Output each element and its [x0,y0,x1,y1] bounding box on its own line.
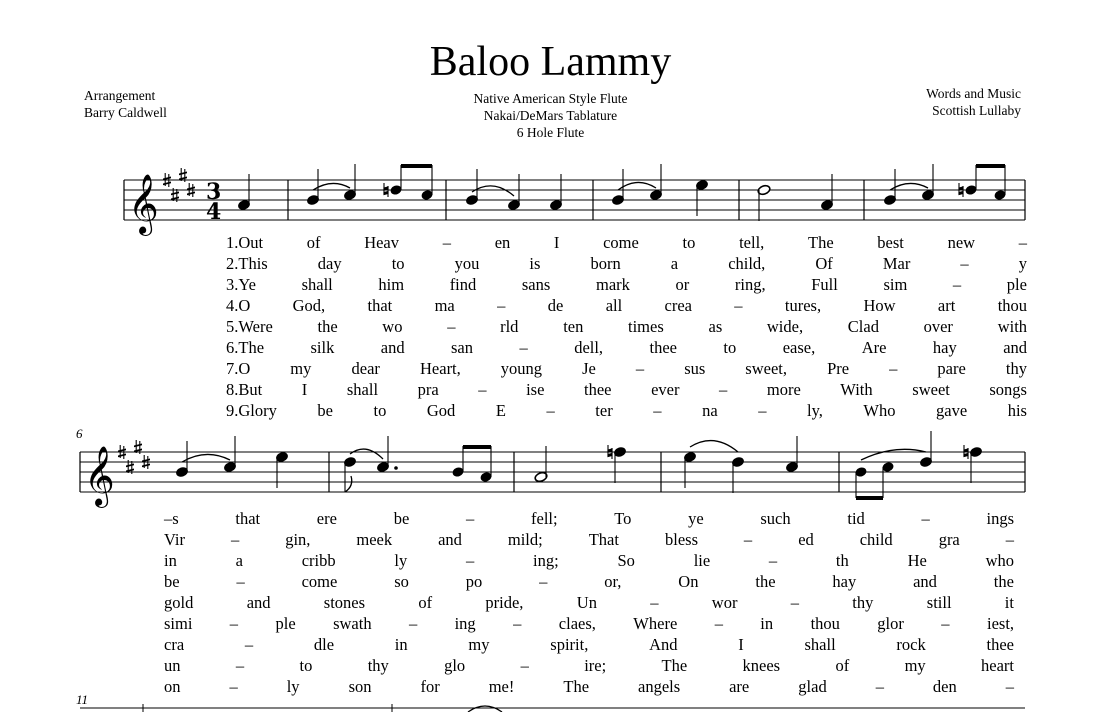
lyric-syllable: thy [1005,359,1027,378]
lyric-syllable: 3.Ye [226,275,256,294]
lyric-syllable: simi [164,614,193,633]
lyric-syllable: de [547,296,564,315]
lyric-syllable: wor [711,593,738,612]
lyric-syllable: Clad [847,317,879,336]
lyric-syllable: God, [292,296,326,315]
staff-system-1 [124,164,1025,236]
lyric-syllable: gave [936,401,968,420]
lyric-syllable: Mar [882,254,911,273]
lyric-syllable: Heav [364,233,400,252]
lyric-syllable: How [863,296,896,315]
lyric-syllable: art [937,296,956,315]
lyric-syllable: ings [986,509,1015,528]
svg-text:4: 4 [206,199,222,225]
lyric-syllable: glor [877,614,904,633]
lyric-syllable: – [520,656,529,675]
lyric-syllable: – [497,296,506,315]
lyric-syllable: dell, [574,338,604,357]
lyric-syllable: Who [863,401,896,420]
lyrics-system-1 [226,233,1028,420]
lyric-syllable: – [466,551,475,570]
credits-label: Words and Music [926,86,1021,101]
instrument-line-1: Native American Style Flute [473,91,628,106]
lyric-syllable: swath [333,614,372,633]
lyric-syllable: – [236,572,245,591]
lyric-syllable: you [454,254,480,273]
lyric-syllable: and [380,338,405,357]
lyric-syllable: his [1007,401,1027,420]
lyric-syllable: come [301,572,338,591]
lyric-syllable: rock [896,635,926,654]
lyric-syllable: rld [500,317,519,336]
lyric-syllable: With [840,380,873,399]
lyric-syllable: – [229,677,238,696]
lyric-syllable: thou [997,296,1028,315]
lyric-syllable: are [729,677,750,696]
lyric-syllable: – [889,359,898,378]
staff-system-3-partial [80,704,1025,712]
lyric-syllable: – [734,296,743,315]
lyric-syllable: all [605,296,623,315]
lyric-syllable: that [367,296,393,315]
lyric-syllable: – [231,530,240,549]
measure-number-6: 6 [76,426,83,441]
lyric-syllable: bless [665,530,698,549]
lyric-syllable: – [952,275,962,294]
arrangement-label: Arrangement [84,88,156,103]
lyric-syllable: in [164,551,177,570]
lyric-syllable: who [985,551,1015,570]
lyric-syllable: th [835,551,849,570]
lyric-syllable: – [244,635,254,654]
lyric-syllable: for [420,677,440,696]
lyric-syllable: thy [367,656,389,675]
lyric-syllable: be [164,572,180,591]
lyric-syllable: silk [310,338,335,357]
instrument-line-2: Nakai/DeMars Tablature [483,108,618,123]
lyric-syllable: ly, [807,401,823,420]
lyric-syllable: born [590,254,621,273]
lyric-syllable: glo [444,656,466,675]
lyric-syllable: dear [351,359,380,378]
lyric-syllable: ise [526,380,545,399]
lyric-syllable: – [719,380,728,399]
lyric-syllable: ever [651,380,680,399]
lyric-syllable: – [513,614,522,633]
lyric-syllable: sweet, [745,359,788,378]
lyric-syllable: y [1018,254,1027,273]
lyric-syllable: lie [693,551,711,570]
lyric-syllable: of [306,233,321,252]
lyric-syllable: dle [313,635,335,654]
lyric-syllable: That [588,530,619,549]
lyric-syllable: such [760,509,791,528]
lyric-syllable: den [932,677,957,696]
lyric-syllable: a [235,551,243,570]
lyric-syllable: – [229,614,239,633]
lyric-syllable: I [553,233,560,252]
lyric-syllable: or [675,275,690,294]
lyric-syllable: So [617,551,635,570]
lyric-syllable: to [299,656,313,675]
lyric-syllable: Pre [827,359,850,378]
lyric-syllable: The [661,656,688,675]
lyric-syllable: iest, [987,614,1015,633]
lyric-syllable: – [442,233,452,252]
measure-number-11: 11 [76,692,89,707]
lyric-syllable: Are [861,338,887,357]
lyric-syllable: of [835,656,850,675]
lyric-syllable: shall [301,275,333,294]
lyric-syllable: claes, [558,614,596,633]
lyric-syllable: On [678,572,699,591]
lyric-syllable: son [348,677,372,696]
lyric-syllable: – [519,338,528,357]
lyric-syllable: ly [286,677,300,696]
lyric-syllable: songs [989,380,1027,399]
lyric-syllable: meek [356,530,393,549]
lyric-syllable: – [409,614,418,633]
lyric-syllable: ye [688,509,704,528]
lyric-syllable: The [808,233,834,252]
key-signature-sharps [118,440,150,474]
lyric-syllable: shall [346,380,379,399]
lyric-syllable: him [378,275,405,294]
lyric-syllable: ease, [782,338,816,357]
lyric-syllable: my [468,635,490,654]
lyric-syllable: E [495,401,506,420]
lyric-syllable: en [494,233,511,252]
lyric-syllable: Full [811,275,838,294]
lyric-syllable: 7.O [226,359,251,378]
lyric-syllable: be [317,401,333,420]
lyric-syllable: cra [164,635,185,654]
lyric-syllable: thy [852,593,874,612]
lyric-syllable: young [500,359,543,378]
lyric-syllable: over [923,317,953,336]
lyric-syllable: so [394,572,409,591]
lyric-syllable: ring, [734,275,766,294]
lyric-syllable: 9.Glory [226,401,277,420]
lyric-syllable: Where [633,614,678,633]
lyric-syllable: Vir [164,530,186,549]
lyric-syllable: tid [847,509,865,528]
lyric-syllable: best [877,233,904,252]
lyric-syllable: – [758,401,767,420]
lyric-syllable: I [738,635,744,654]
lyric-syllable: be [393,509,410,528]
lyric-syllable: come [603,233,639,252]
lyric-syllable: – [635,359,645,378]
lyric-syllable: – [466,509,475,528]
lyric-syllable: – [653,401,662,420]
lyric-syllable: tures, [784,296,822,315]
lyric-syllable: on [164,677,181,696]
notes-system-2 [175,431,982,500]
lyric-syllable: gra [938,530,960,549]
time-signature [206,179,221,225]
instrument-line-3: 6 Hole Flute [516,125,585,140]
lyric-syllable: gold [164,593,194,612]
lyric-syllable: pare [937,359,966,378]
lyric-syllable: day [317,254,342,273]
lyric-syllable: ire; [584,656,607,675]
lyric-syllable: the [755,572,776,591]
lyric-syllable: more [766,380,801,399]
lyric-syllable: – [235,656,245,675]
lyric-syllable: and [913,572,937,591]
lyric-syllable: mild; [507,530,543,549]
lyric-syllable: it [1004,593,1014,612]
lyric-syllable: ing; [533,551,559,570]
lyric-syllable: – [768,551,778,570]
lyric-syllable: He [907,551,927,570]
lyric-syllable: the [993,572,1014,591]
lyric-syllable: to [723,338,737,357]
lyric-syllable: of [418,593,433,612]
lyric-syllable: in [760,614,774,633]
lyric-syllable: To [614,509,632,528]
lyric-syllable: and [246,593,271,612]
lyric-syllable: glad [798,677,827,696]
lyric-syllable: hay [832,572,857,591]
lyric-syllable: sweet [912,380,950,399]
lyric-syllable: times [628,317,664,336]
lyric-syllable: the [317,317,338,336]
lyric-syllable: ed [798,530,814,549]
lyric-syllable: my [904,656,926,675]
lyric-syllable: – [941,614,950,633]
lyric-syllable: that [235,509,261,528]
lyric-syllable: angels [638,677,681,696]
lyric-syllable: Je [582,359,596,378]
lyric-syllable: ten [563,317,584,336]
lyric-syllable: 4.O [226,296,251,315]
lyric-syllable: hay [932,338,957,357]
lyric-syllable: – [1018,233,1027,252]
notes-system-1 [237,164,1006,221]
lyric-syllable: 1.Out [226,233,264,252]
lyric-syllable: cribb [301,551,336,570]
lyric-syllable: child [859,530,893,549]
lyric-syllable: or, [604,572,622,591]
lyric-syllable: heart [981,656,1014,675]
svg-text:3: 3 [206,179,222,205]
lyric-syllable: to [391,254,405,273]
lyric-syllable: ple [1006,275,1027,294]
lyric-syllable: sus [684,359,706,378]
lyric-syllable: mark [596,275,630,294]
lyric-syllable: spirit, [550,635,589,654]
lyric-syllable: new [947,233,976,252]
lyric-syllable: 8.But [226,380,263,399]
lyric-syllable: a [670,254,679,273]
lyric-syllable: crea [664,296,692,315]
lyric-syllable: my [290,359,312,378]
lyric-syllable: ere [316,509,337,528]
lyric-syllable: pride, [485,593,524,612]
lyric-syllable: Un [576,593,597,612]
lyric-syllable: – [960,254,969,273]
lyric-syllable: as [708,317,723,336]
lyric-syllable: – [1005,530,1014,549]
lyric-syllable: – [478,380,487,399]
lyric-syllable: san [451,338,473,357]
lyric-syllable: 2.This [226,254,268,273]
lyric-syllable: still [926,593,952,612]
arranger-name: Barry Caldwell [84,105,167,120]
lyric-syllable: wide, [766,317,804,336]
lyric-syllable: I [301,380,308,399]
lyric-syllable: And [649,635,678,654]
lyric-syllable: – [447,317,456,336]
lyric-syllable: ple [275,614,296,633]
lyric-syllable: – [539,572,548,591]
lyric-syllable: thee [584,380,612,399]
staff-system-2 [80,431,1025,508]
lyric-syllable: wo [382,317,403,336]
lyric-syllable: fell; [531,509,558,528]
lyric-syllable: po [465,572,483,591]
lyric-syllable: with [997,317,1028,336]
lyric-syllable: in [394,635,408,654]
lyric-syllable: stones [323,593,366,612]
lyric-syllable: –s [164,509,179,528]
lyric-syllable: – [714,614,723,633]
lyric-syllable: thee [649,338,677,357]
lyric-syllable: – [546,401,555,420]
lyric-syllable: ter [595,401,613,420]
lyric-syllable: to [682,233,696,252]
lyric-syllable: Of [815,254,833,273]
song-title: Baloo Lammy [429,39,672,85]
lyric-syllable: to [373,401,387,420]
lyric-syllable: God [426,401,456,420]
lyric-syllable: shall [804,635,836,654]
lyric-syllable: gin, [285,530,311,549]
lyric-syllable: thee [986,635,1014,654]
lyric-syllable: – [743,530,753,549]
lyric-syllable: knees [742,656,781,675]
lyric-syllable: sim [883,275,908,294]
treble-clef-icon: 𝄞 [84,446,115,506]
lyric-syllable: – [1005,677,1015,696]
lyric-syllable: – [650,593,659,612]
lyric-syllable: – [875,677,884,696]
lyric-syllable: ma [434,296,455,315]
treble-clef-icon: 𝄞 [128,174,159,234]
credits-source: Scottish Lullaby [932,103,1021,118]
lyric-syllable: un [164,656,181,675]
lyric-syllable: 6.The [226,338,265,357]
lyric-syllable: pra [417,380,439,399]
lyric-syllable: tell, [739,233,765,252]
lyrics-system-2 [163,509,1015,696]
lyric-syllable: na [702,401,718,420]
lyric-syllable: 5.Were [226,317,273,336]
lyric-syllable: – [790,593,800,612]
lyric-syllable: ly [394,551,408,570]
lyric-syllable: child, [728,254,766,273]
lyric-syllable: is [529,254,541,273]
lyric-syllable: thou [810,614,840,633]
lyric-syllable: and [438,530,462,549]
lyric-syllable: find [449,275,477,294]
lyric-syllable: The [563,677,590,696]
lyric-syllable: Heart, [420,359,461,378]
lyric-syllable: me! [488,677,515,696]
lyric-syllable: sans [521,275,551,294]
key-signature-sharps [163,168,195,202]
lyric-syllable: – [921,509,930,528]
lyric-syllable: and [1003,338,1028,357]
lyric-syllable: ing [454,614,476,633]
